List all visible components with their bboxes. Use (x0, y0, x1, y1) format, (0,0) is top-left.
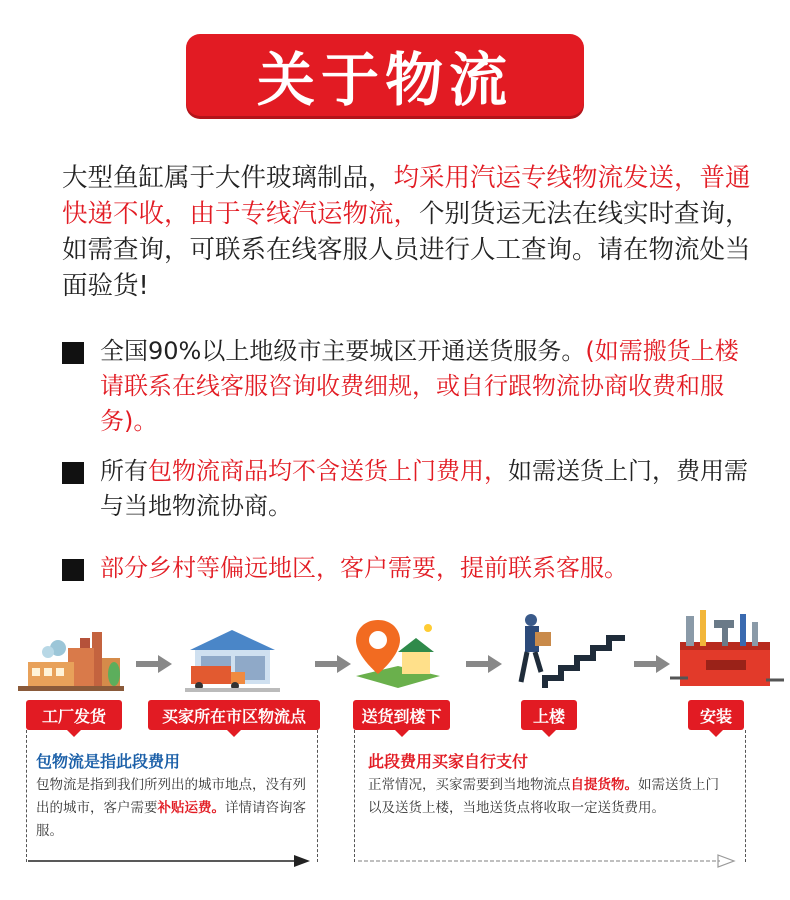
right-box-title: 此段费用买家自行支付 (368, 752, 529, 771)
bullet-text: 所有 (100, 457, 148, 485)
step-label-factory: 工厂发货 (26, 700, 122, 730)
intro-text-red: 均采用汽运专线物流发送，普通快递不收，由于专线汽运物流， (62, 163, 751, 229)
bullet-item-2 (62, 454, 762, 524)
bullet-item-1 (62, 334, 762, 439)
arrow-right-icon (634, 655, 670, 673)
right-box-text (368, 774, 728, 820)
worker-stairs-icon (515, 612, 635, 690)
arrow-right-icon (315, 655, 351, 673)
arrow-right-icon (466, 655, 502, 673)
left-box-text-red: 补贴运费。 (157, 800, 225, 816)
left-box-text-2: 详情请咨询客服。 (36, 800, 306, 839)
bullet-square-icon (62, 342, 84, 364)
step-label-downstairs: 送货到楼下 (353, 700, 450, 730)
arrow-right-icon (136, 655, 172, 673)
flow-arrow-icon (358, 854, 738, 868)
intro-text-1: 大型鱼缸属于大件玻璃制品， (62, 163, 394, 193)
step-label-install: 安装 (688, 700, 744, 730)
toolbox-icon (666, 606, 786, 690)
intro-paragraph (62, 160, 762, 304)
right-box-text-red: 自提货物。 (570, 777, 638, 793)
bullet-text-red: 包物流商品均不含送货上门费用， (148, 457, 508, 485)
flow-arrow-icon (28, 854, 312, 868)
title-banner (186, 34, 584, 116)
location-pin-house-icon (352, 616, 444, 690)
logistics-warehouse-icon (185, 626, 280, 692)
left-box-title: 包物流是指此段费用 (36, 752, 181, 771)
left-box-text (36, 774, 312, 843)
bullet-text-2: 如需送货上门，费用需与当地物流协商。 (100, 457, 748, 520)
bullet-text-red: 部分乡村等偏远地区，客户需要，提前联系客服。 (100, 554, 628, 582)
factory-icon (18, 628, 124, 692)
page-title: 关于物流 (256, 46, 513, 114)
bullet-text: 全国90%以上地级市主要城区开通送货服务。 (100, 337, 586, 365)
right-box-text-2: 如需送货上门以及送货上楼，当地送货点将收取一定送货费用。 (368, 777, 719, 816)
left-box-text-1: 包物流是指到我们所列出的城市地点，没有列出的城市，客户需要 (36, 777, 306, 816)
step-label-logistics-point: 买家所在市区物流点 (148, 700, 320, 730)
bullet-square-icon (62, 559, 84, 581)
bullet-square-icon (62, 462, 84, 484)
bullet-item-3 (62, 551, 762, 586)
right-box-text-1: 正常情况，买家需要到当地物流点 (368, 777, 571, 793)
bullet-text-red: (如需搬货上楼请联系在线客服咨询收费细规，或自行跟物流协商收费和服务)。 (100, 337, 739, 435)
intro-text-2: 个别货运无法在线实时查询，如需查询，可联系在线客服人员进行人工查询。请在物流处当面验货! (62, 199, 751, 301)
step-label-upstairs: 上楼 (521, 700, 577, 730)
